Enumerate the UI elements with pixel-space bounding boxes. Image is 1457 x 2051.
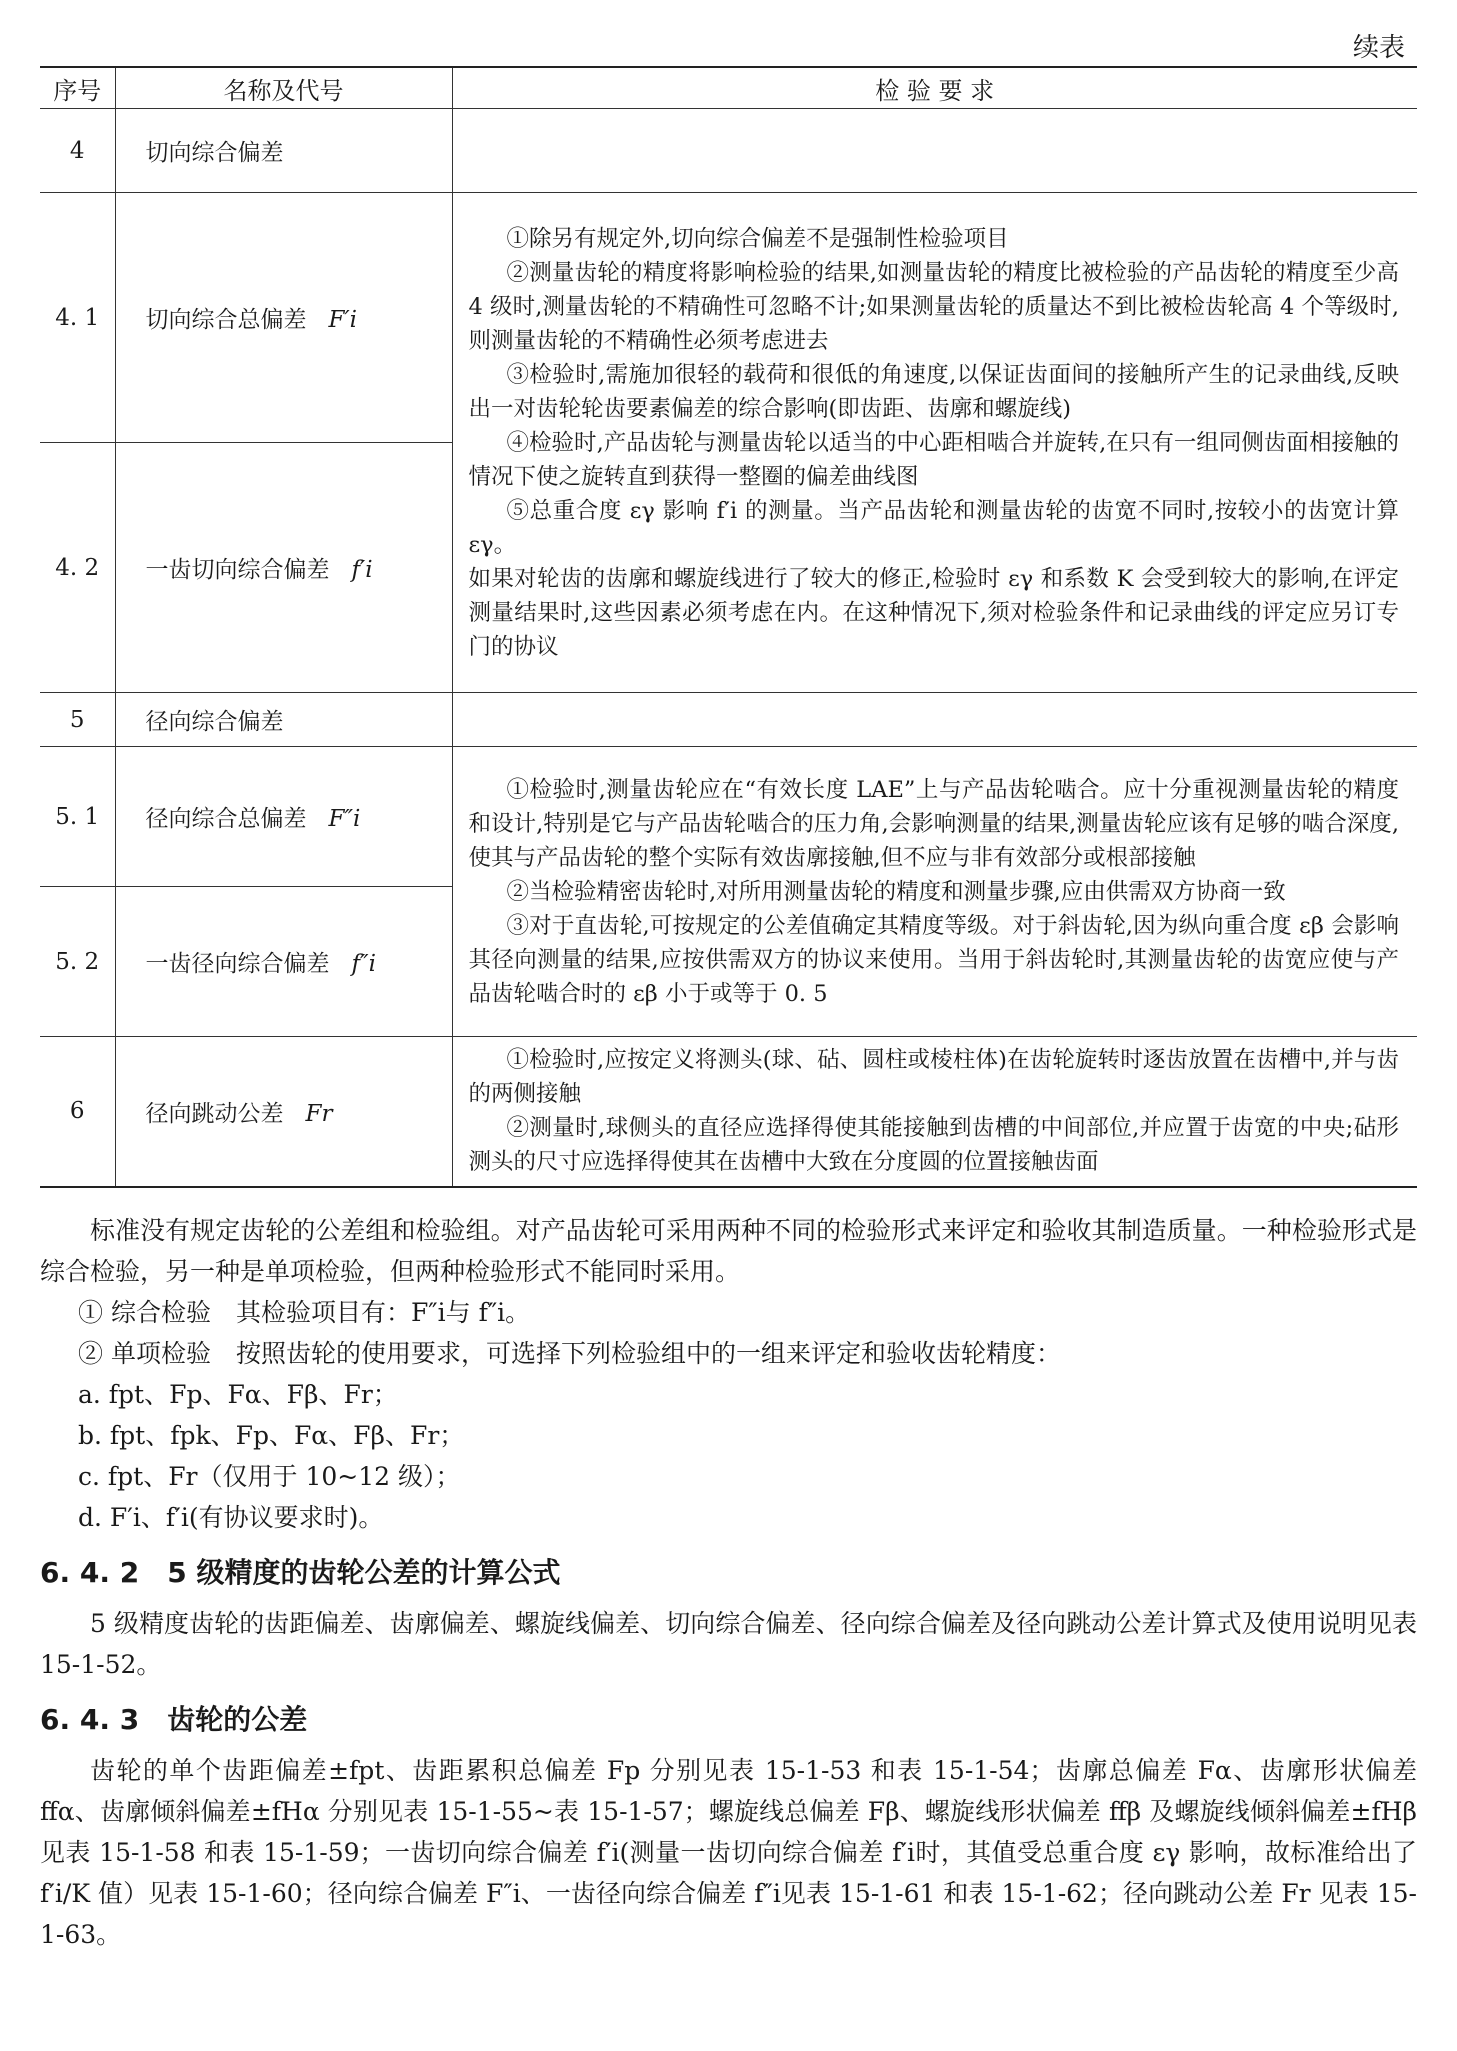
requirement-text: ①除另有规定外,切向综合偏差不是强制性检验项目	[506, 225, 1009, 252]
header-requirement: 检 验 要 求	[452, 67, 1417, 109]
row-name: 径向综合总偏差	[145, 806, 307, 832]
row-no: 4. 2	[40, 443, 115, 693]
section-heading-642: 6. 4. 2 5 级精度的齿轮公差的计算公式	[40, 1555, 561, 1589]
table-row	[40, 1037, 1417, 1187]
section-642-paragraph: 5 级精度齿轮的齿距偏差、齿廓偏差、螺旋线偏差、切向综合偏差、径向综合偏差及径向跳动公差计算式及使用说明见表 15-1-52。	[40, 1608, 1417, 1679]
continued-label: 续表	[1352, 33, 1405, 63]
row-name: 径向综合偏差	[115, 693, 452, 747]
requirement-cell	[452, 1037, 1417, 1187]
requirement-cell	[452, 747, 1417, 1037]
list-item: ② 单项检验 按照齿轮的使用要求，可选择下列检验组中的一组来评定和验收齿轮精度：	[78, 1338, 1061, 1368]
row-requirement-empty	[452, 109, 1417, 193]
header-name: 名称及代号	[115, 67, 452, 109]
requirement-text: ②测量时,球侧头的直径应选择得使其能接触到齿槽的中间部位,并应置于齿宽的中央;砧形测头的尺寸应选择得使其在齿槽中大致在分度圆的位置接触齿面	[468, 1115, 1399, 1176]
row-symbol: F′i	[328, 307, 358, 333]
table-row	[40, 193, 1417, 443]
row-symbol: F″i	[328, 806, 361, 832]
row-symbol: f′i	[351, 557, 373, 583]
list-item: b. fpt、fpk、Fp、Fα、Fβ、Fr；	[78, 1420, 465, 1450]
row-name-cell	[115, 193, 452, 443]
row-no: 5. 1	[40, 747, 115, 887]
table-row	[40, 693, 1417, 747]
row-name: 一齿切向综合偏差	[145, 557, 330, 583]
row-name-cell	[115, 887, 452, 1037]
requirement-text: ②当检验精密齿轮时,对所用测量齿轮的精度和测量步骤,应由供需双方协商一致	[506, 878, 1286, 905]
page	[40, 30, 1417, 1955]
requirement-text: ⑤总重合度 εγ 影响 f′i 的测量。当产品齿轮和测量齿轮的齿宽不同时,按较小的齿宽计算 εγ。	[468, 497, 1399, 558]
row-requirement-empty	[452, 693, 1417, 747]
requirement-text: ①检验时,应按定义将测头(球、砧、圆柱或棱柱体)在齿轮旋转时逐齿放置在齿槽中,并与齿的两侧接触	[468, 1047, 1399, 1108]
table-row	[40, 109, 1417, 193]
requirement-text: ①检验时,测量齿轮应在“有效长度 LAE”上与产品齿轮啮合。应十分重视测量齿轮的精度和设计,特别是它与产品齿轮啮合的压力角,会影响测量的结果,测量齿轮应该有足够的啮合深度,使其与产品齿轮的整个实际有效齿廓接触,但不应与非有效部分或根部接触	[468, 776, 1399, 871]
row-no: 5	[40, 693, 115, 747]
row-no: 6	[40, 1037, 115, 1187]
requirement-text: ④检验时,产品齿轮与测量齿轮以适当的中心距相啮合并旋转,在只有一组同侧齿面相接触的情况下使之旋转直到获得一整圈的偏差曲线图	[468, 429, 1399, 490]
list-item: c. fpt、Fr（仅用于 10~12 级）；	[78, 1461, 461, 1491]
row-name: 径向跳动公差	[145, 1100, 284, 1127]
requirement-text: ③对于直齿轮,可按规定的公差值确定其精度等级。对于斜齿轮,因为纵向重合度 εβ 会影响其径向测量的结果,应按供需双方的协议来使用。当用于斜齿轮时,其测量齿轮的齿宽应使与产品齿轮啮合时的 εβ 小于或等于 0. 5	[468, 912, 1399, 1007]
row-name-cell	[115, 443, 452, 693]
section-643-paragraph: 齿轮的单个齿距偏差±fpt、齿距累积总偏差 Fp 分别见表 15-1-53 和表 15-1-54；齿廓总偏差 Fα、齿廓形状偏差 ffα、齿廓倾斜偏差±fHα 分别见表 15-1-55~表 15-1-57；螺旋线总偏差 Fβ、螺旋线形状偏差 ffβ 及螺旋线倾斜偏差±fHβ 见表 15-1-58 和表 15-1-59；一齿切向综合偏差 f′i(测量一齿切向综合偏差 f′i时，其值受总重合度 εγ 影响，故标准给出了 f′i/K 值）见表 15-1-60；径向综合偏差 F″i、一齿径向综合偏差 f″i见表 15-1-61 和表 15-1-62；径向跳动公差 Fr 见表 15-1-63。	[40, 1755, 1417, 1949]
header-no: 序号	[40, 67, 115, 109]
row-name: 切向综合总偏差	[145, 307, 307, 333]
intro-paragraph: 标准没有规定齿轮的公差组和检验组。对产品齿轮可采用两种不同的检验形式来评定和验收其制造质量。一种检验形式是综合检验，另一种是单项检验，但两种检验形式不能同时采用。	[40, 1215, 1417, 1286]
row-no: 4. 1	[40, 193, 115, 443]
list-item: ① 综合检验 其检验项目有：F″i与 f″i。	[78, 1297, 531, 1327]
row-no: 5. 2	[40, 887, 115, 1037]
row-symbol: f″i	[351, 951, 376, 977]
table-header-row	[40, 67, 1417, 109]
row-symbol: Fr	[305, 1100, 333, 1127]
row-name: 一齿径向综合偏差	[145, 951, 330, 977]
requirement-text: 如果对轮齿的齿廓和螺旋线进行了较大的修正,检验时 εγ 和系数 K 会受到较大的影响,在评定测量结果时,这些因素必须考虑在内。在这种情况下,须对检验条件和记录曲线的评定应另订专门的协议	[468, 565, 1399, 660]
row-name-cell	[115, 1037, 452, 1187]
requirement-text: ③检验时,需施加很轻的载荷和很低的角速度,以保证齿面间的接触所产生的记录曲线,反映出一对齿轮轮齿要素偏差的综合影响(即齿距、齿廓和螺旋线)	[468, 361, 1399, 422]
list-item: d. F′i、f′i(有协议要求时)。	[78, 1502, 384, 1532]
table-row	[40, 747, 1417, 887]
section-heading-643: 6. 4. 3 齿轮的公差	[40, 1702, 308, 1736]
requirement-cell	[452, 193, 1417, 693]
row-name: 切向综合偏差	[115, 109, 452, 193]
row-no: 4	[40, 109, 115, 193]
body-text	[40, 1210, 1417, 1955]
row-name-cell	[115, 747, 452, 887]
requirement-text: ②测量齿轮的精度将影响检验的结果,如测量齿轮的精度比被检验的产品齿轮的精度至少高 4 级时,测量齿轮的不精确性可忽略不计;如果测量齿轮的质量达不到比被检齿轮高 4 个等级时,则测量齿轮的不精确性必须考虑进去	[468, 259, 1399, 354]
inspection-table	[40, 66, 1417, 1188]
list-item: a. fpt、Fp、Fα、Fβ、Fr；	[78, 1379, 398, 1409]
